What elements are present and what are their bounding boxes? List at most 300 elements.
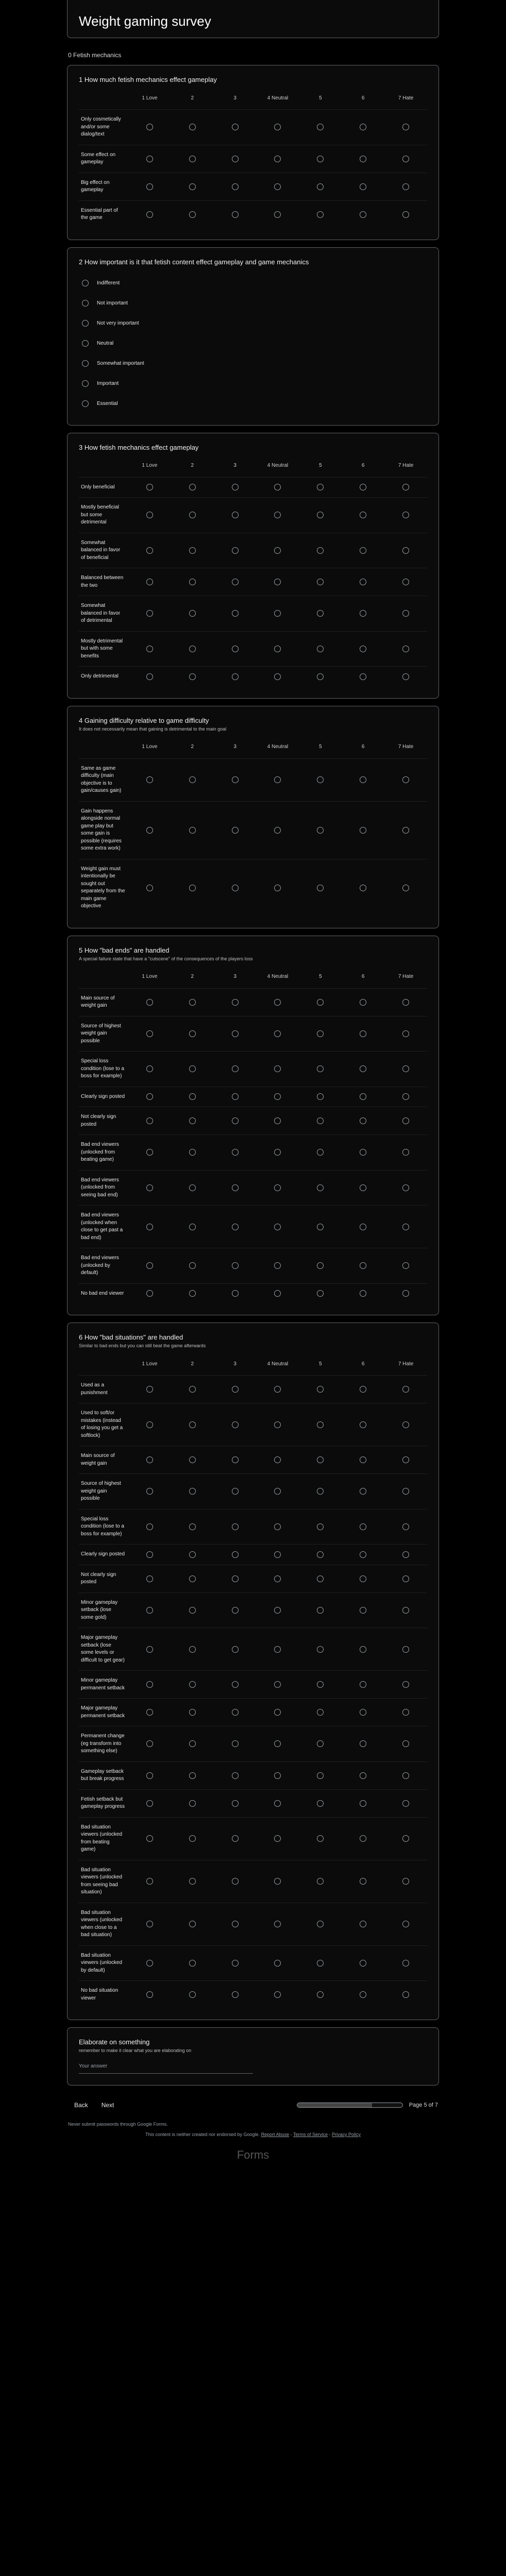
radio-button[interactable] [274,1646,281,1653]
option-item[interactable] [79,374,427,394]
radio-button[interactable] [402,1709,409,1716]
radio-button[interactable] [232,1184,239,1191]
radio-button[interactable] [360,827,366,834]
radio-button[interactable] [189,183,196,190]
radio-button[interactable] [146,1224,153,1230]
radio-button[interactable] [146,1421,153,1428]
option-item[interactable] [79,293,427,313]
radio-button[interactable] [402,827,409,834]
radio-button[interactable] [189,1290,196,1297]
radio-button[interactable] [360,1523,366,1530]
radio-button[interactable] [232,1878,239,1885]
radio-button[interactable] [274,1262,281,1269]
radio-button[interactable] [274,183,281,190]
radio-button[interactable] [360,1030,366,1037]
radio-button[interactable] [317,673,324,680]
radio-button[interactable] [232,1960,239,1967]
radio-button[interactable] [317,610,324,617]
radio-button[interactable] [146,776,153,783]
radio-button[interactable] [189,1772,196,1779]
radio-button[interactable] [189,1149,196,1156]
radio-button[interactable] [274,1681,281,1688]
radio-button[interactable] [402,1607,409,1614]
radio-button[interactable] [189,1575,196,1582]
radio-button[interactable] [274,1421,281,1428]
radio-button[interactable] [360,1456,366,1463]
radio-button[interactable] [317,1386,324,1393]
radio-button[interactable] [189,1117,196,1124]
back-button[interactable]: Back [74,2102,88,2109]
radio-button[interactable] [189,1607,196,1614]
radio-button[interactable] [274,1184,281,1191]
radio-button[interactable] [189,1800,196,1807]
radio-button[interactable] [146,1488,153,1495]
option-item[interactable] [79,313,427,333]
radio-button[interactable] [189,1646,196,1653]
radio-button[interactable] [189,1960,196,1967]
radio-button[interactable] [402,1551,409,1558]
radio-button[interactable] [146,1575,153,1582]
privacy-link[interactable]: Privacy Policy [332,2132,361,2137]
radio-button[interactable] [360,1262,366,1269]
radio-button[interactable] [274,1488,281,1495]
radio-button[interactable] [274,1607,281,1614]
radio-button[interactable] [146,885,153,891]
radio-button[interactable] [402,1065,409,1072]
radio-button[interactable] [317,1523,324,1530]
radio-button[interactable] [360,512,366,518]
radio-button[interactable] [146,1835,153,1842]
radio-button[interactable] [274,999,281,1006]
radio-button[interactable] [232,1224,239,1230]
radio-button[interactable] [402,1772,409,1779]
radio-button[interactable] [360,1878,366,1885]
radio-button[interactable] [146,646,153,652]
radio-button[interactable] [274,1991,281,1998]
radio-button[interactable] [360,1835,366,1842]
radio-button[interactable] [402,1456,409,1463]
radio-button[interactable] [232,646,239,652]
radio-button[interactable] [274,776,281,783]
radio-button[interactable] [402,1488,409,1495]
radio-button[interactable] [360,1607,366,1614]
radio-button[interactable] [402,1149,409,1156]
radio-button[interactable] [232,1117,239,1124]
radio-button[interactable] [360,579,366,585]
radio-button[interactable] [232,1290,239,1297]
radio-button[interactable] [402,885,409,891]
radio-button[interactable] [317,1800,324,1807]
radio-button[interactable] [274,1878,281,1885]
radio-button[interactable] [360,999,366,1006]
radio-button[interactable] [189,211,196,218]
radio-button[interactable] [274,1093,281,1100]
radio-button[interactable] [232,512,239,518]
radio-button[interactable] [317,1878,324,1885]
radio-button[interactable] [232,1575,239,1582]
radio-button[interactable] [232,827,239,834]
radio-button[interactable] [232,1262,239,1269]
radio-button[interactable] [360,1421,366,1428]
radio-button[interactable] [402,1878,409,1885]
radio-button[interactable] [146,1149,153,1156]
radio-button[interactable] [274,1740,281,1747]
radio-button[interactable] [189,646,196,652]
radio-button[interactable] [146,183,153,190]
radio-button[interactable] [146,1878,153,1885]
radio-button[interactable] [82,340,89,347]
radio-button[interactable] [232,484,239,490]
radio-button[interactable] [146,1921,153,1927]
radio-button[interactable] [360,1740,366,1747]
radio-button[interactable] [189,547,196,554]
radio-button[interactable] [317,1772,324,1779]
radio-button[interactable] [189,1835,196,1842]
radio-button[interactable] [189,512,196,518]
report-abuse-link[interactable]: Report Abuse [261,2132,290,2137]
radio-button[interactable] [402,1960,409,1967]
radio-button[interactable] [360,1646,366,1653]
option-item[interactable] [79,273,427,293]
radio-button[interactable] [402,1740,409,1747]
radio-button[interactable] [274,885,281,891]
radio-button[interactable] [189,1262,196,1269]
radio-button[interactable] [189,1386,196,1393]
radio-button[interactable] [317,1184,324,1191]
radio-button[interactable] [274,1065,281,1072]
radio-button[interactable] [146,156,153,162]
radio-button[interactable] [402,1681,409,1688]
radio-button[interactable] [402,1262,409,1269]
radio-button[interactable] [189,1065,196,1072]
radio-button[interactable] [317,1149,324,1156]
radio-button[interactable] [232,1488,239,1495]
radio-button[interactable] [402,1093,409,1100]
radio-button[interactable] [232,1709,239,1716]
radio-button[interactable] [82,320,89,327]
radio-button[interactable] [317,1991,324,1998]
radio-button[interactable] [232,1030,239,1037]
radio-button[interactable] [146,512,153,518]
radio-button[interactable] [274,211,281,218]
radio-button[interactable] [146,673,153,680]
radio-button[interactable] [146,1646,153,1653]
radio-button[interactable] [274,673,281,680]
radio-button[interactable] [189,1421,196,1428]
radio-button[interactable] [402,1030,409,1037]
radio-button[interactable] [232,1921,239,1927]
radio-button[interactable] [189,776,196,783]
radio-button[interactable] [146,484,153,490]
radio-button[interactable] [360,1149,366,1156]
radio-button[interactable] [189,1740,196,1747]
radio-button[interactable] [360,1709,366,1716]
answer-input[interactable]: Your answer [79,2063,253,2074]
radio-button[interactable] [232,610,239,617]
radio-button[interactable] [189,827,196,834]
radio-button[interactable] [146,827,153,834]
radio-button[interactable] [317,1421,324,1428]
radio-button[interactable] [189,1030,196,1037]
radio-button[interactable] [274,1386,281,1393]
radio-button[interactable] [146,1093,153,1100]
radio-button[interactable] [232,1772,239,1779]
radio-button[interactable] [189,1878,196,1885]
radio-button[interactable] [146,1800,153,1807]
radio-button[interactable] [274,646,281,652]
radio-button[interactable] [189,1921,196,1927]
radio-button[interactable] [274,1030,281,1037]
radio-button[interactable] [402,1386,409,1393]
radio-button[interactable] [360,646,366,652]
radio-button[interactable] [232,211,239,218]
option-item[interactable] [79,394,427,414]
radio-button[interactable] [317,156,324,162]
radio-button[interactable] [146,1991,153,1998]
radio-button[interactable] [317,1740,324,1747]
radio-button[interactable] [232,1681,239,1688]
radio-button[interactable] [232,124,239,130]
radio-button[interactable] [146,1740,153,1747]
radio-button[interactable] [189,156,196,162]
radio-button[interactable] [146,610,153,617]
radio-button[interactable] [146,579,153,585]
radio-button[interactable] [402,579,409,585]
radio-button[interactable] [146,211,153,218]
radio-button[interactable] [317,1456,324,1463]
radio-button[interactable] [232,1093,239,1100]
radio-button[interactable] [189,1551,196,1558]
radio-button[interactable] [146,1065,153,1072]
radio-button[interactable] [360,1065,366,1072]
radio-button[interactable] [360,547,366,554]
radio-button[interactable] [232,1386,239,1393]
radio-button[interactable] [360,156,366,162]
radio-button[interactable] [146,1386,153,1393]
radio-button[interactable] [402,124,409,130]
radio-button[interactable] [402,610,409,617]
radio-button[interactable] [360,1921,366,1927]
radio-button[interactable] [402,1117,409,1124]
radio-button[interactable] [274,1575,281,1582]
radio-button[interactable] [189,1709,196,1716]
radio-button[interactable] [146,547,153,554]
radio-button[interactable] [232,1456,239,1463]
radio-button[interactable] [189,1093,196,1100]
radio-button[interactable] [232,1065,239,1072]
radio-button[interactable] [360,1093,366,1100]
radio-button[interactable] [402,1835,409,1842]
radio-button[interactable] [232,1551,239,1558]
radio-button[interactable] [146,1681,153,1688]
radio-button[interactable] [232,1421,239,1428]
radio-button[interactable] [317,1290,324,1297]
radio-button[interactable] [274,1921,281,1927]
radio-button[interactable] [317,547,324,554]
radio-button[interactable] [274,484,281,490]
radio-button[interactable] [189,885,196,891]
radio-button[interactable] [317,1030,324,1037]
radio-button[interactable] [189,1488,196,1495]
radio-button[interactable] [360,1960,366,1967]
radio-button[interactable] [360,885,366,891]
radio-button[interactable] [317,1960,324,1967]
radio-button[interactable] [402,1575,409,1582]
radio-button[interactable] [232,1523,239,1530]
radio-button[interactable] [402,999,409,1006]
radio-button[interactable] [82,300,89,307]
radio-button[interactable] [317,646,324,652]
radio-button[interactable] [189,579,196,585]
radio-button[interactable] [274,1800,281,1807]
radio-button[interactable] [189,1456,196,1463]
radio-button[interactable] [274,1456,281,1463]
radio-button[interactable] [317,1488,324,1495]
radio-button[interactable] [82,280,89,286]
radio-button[interactable] [232,1835,239,1842]
radio-button[interactable] [402,484,409,490]
radio-button[interactable] [189,1681,196,1688]
radio-button[interactable] [146,1523,153,1530]
radio-button[interactable] [146,1262,153,1269]
radio-button[interactable] [317,1093,324,1100]
radio-button[interactable] [189,1184,196,1191]
radio-button[interactable] [274,579,281,585]
radio-button[interactable] [146,1551,153,1558]
radio-button[interactable] [274,1290,281,1297]
radio-button[interactable] [189,673,196,680]
radio-button[interactable] [189,1991,196,1998]
radio-button[interactable] [232,885,239,891]
radio-button[interactable] [360,484,366,490]
radio-button[interactable] [360,1290,366,1297]
radio-button[interactable] [232,999,239,1006]
radio-button[interactable] [274,1117,281,1124]
next-button[interactable]: Next [101,2102,114,2109]
radio-button[interactable] [232,1740,239,1747]
radio-button[interactable] [146,1772,153,1779]
radio-button[interactable] [232,1991,239,1998]
radio-button[interactable] [360,1575,366,1582]
radio-button[interactable] [402,1224,409,1230]
radio-button[interactable] [317,827,324,834]
radio-button[interactable] [360,211,366,218]
radio-button[interactable] [402,1421,409,1428]
option-item[interactable] [79,353,427,374]
radio-button[interactable] [82,380,89,387]
radio-button[interactable] [232,156,239,162]
radio-button[interactable] [232,1607,239,1614]
radio-button[interactable] [189,124,196,130]
radio-button[interactable] [317,1224,324,1230]
radio-button[interactable] [317,885,324,891]
radio-button[interactable] [232,183,239,190]
radio-button[interactable] [317,1607,324,1614]
radio-button[interactable] [146,124,153,130]
radio-button[interactable] [274,610,281,617]
radio-button[interactable] [360,776,366,783]
radio-button[interactable] [360,1117,366,1124]
radio-button[interactable] [82,360,89,367]
radio-button[interactable] [274,1960,281,1967]
radio-button[interactable] [274,156,281,162]
radio-button[interactable] [317,1921,324,1927]
radio-button[interactable] [189,610,196,617]
radio-button[interactable] [360,183,366,190]
radio-button[interactable] [317,512,324,518]
radio-button[interactable] [360,1184,366,1191]
radio-button[interactable] [317,1065,324,1072]
radio-button[interactable] [360,1488,366,1495]
radio-button[interactable] [274,1709,281,1716]
radio-button[interactable] [146,1117,153,1124]
radio-button[interactable] [317,776,324,783]
radio-button[interactable] [402,673,409,680]
radio-button[interactable] [232,579,239,585]
radio-button[interactable] [360,673,366,680]
radio-button[interactable] [402,512,409,518]
radio-button[interactable] [317,1835,324,1842]
radio-button[interactable] [402,1646,409,1653]
radio-button[interactable] [317,1681,324,1688]
radio-button[interactable] [146,1456,153,1463]
radio-button[interactable] [360,124,366,130]
radio-button[interactable] [317,1709,324,1716]
radio-button[interactable] [232,776,239,783]
radio-button[interactable] [274,1551,281,1558]
radio-button[interactable] [274,547,281,554]
radio-button[interactable] [146,1607,153,1614]
radio-button[interactable] [274,1835,281,1842]
radio-button[interactable] [360,1386,366,1393]
radio-button[interactable] [317,1646,324,1653]
option-item[interactable] [79,333,427,353]
radio-button[interactable] [317,1117,324,1124]
radio-button[interactable] [232,547,239,554]
radio-button[interactable] [402,1800,409,1807]
radio-button[interactable] [232,1800,239,1807]
radio-button[interactable] [317,1262,324,1269]
radio-button[interactable] [146,999,153,1006]
radio-button[interactable] [274,1772,281,1779]
radio-button[interactable] [360,1772,366,1779]
radio-button[interactable] [274,1224,281,1230]
radio-button[interactable] [146,1960,153,1967]
radio-button[interactable] [274,1523,281,1530]
radio-button[interactable] [402,1921,409,1927]
radio-button[interactable] [232,1149,239,1156]
radio-button[interactable] [360,1224,366,1230]
radio-button[interactable] [317,1575,324,1582]
radio-button[interactable] [317,211,324,218]
radio-button[interactable] [360,610,366,617]
radio-button[interactable] [274,124,281,130]
radio-button[interactable] [360,1681,366,1688]
radio-button[interactable] [189,1523,196,1530]
radio-button[interactable] [402,1991,409,1998]
radio-button[interactable] [274,512,281,518]
radio-button[interactable] [402,646,409,652]
radio-button[interactable] [146,1290,153,1297]
radio-button[interactable] [402,183,409,190]
radio-button[interactable] [146,1709,153,1716]
radio-button[interactable] [317,183,324,190]
radio-button[interactable] [189,484,196,490]
radio-button[interactable] [360,1800,366,1807]
radio-button[interactable] [189,1224,196,1230]
radio-button[interactable] [402,1290,409,1297]
radio-button[interactable] [189,999,196,1006]
